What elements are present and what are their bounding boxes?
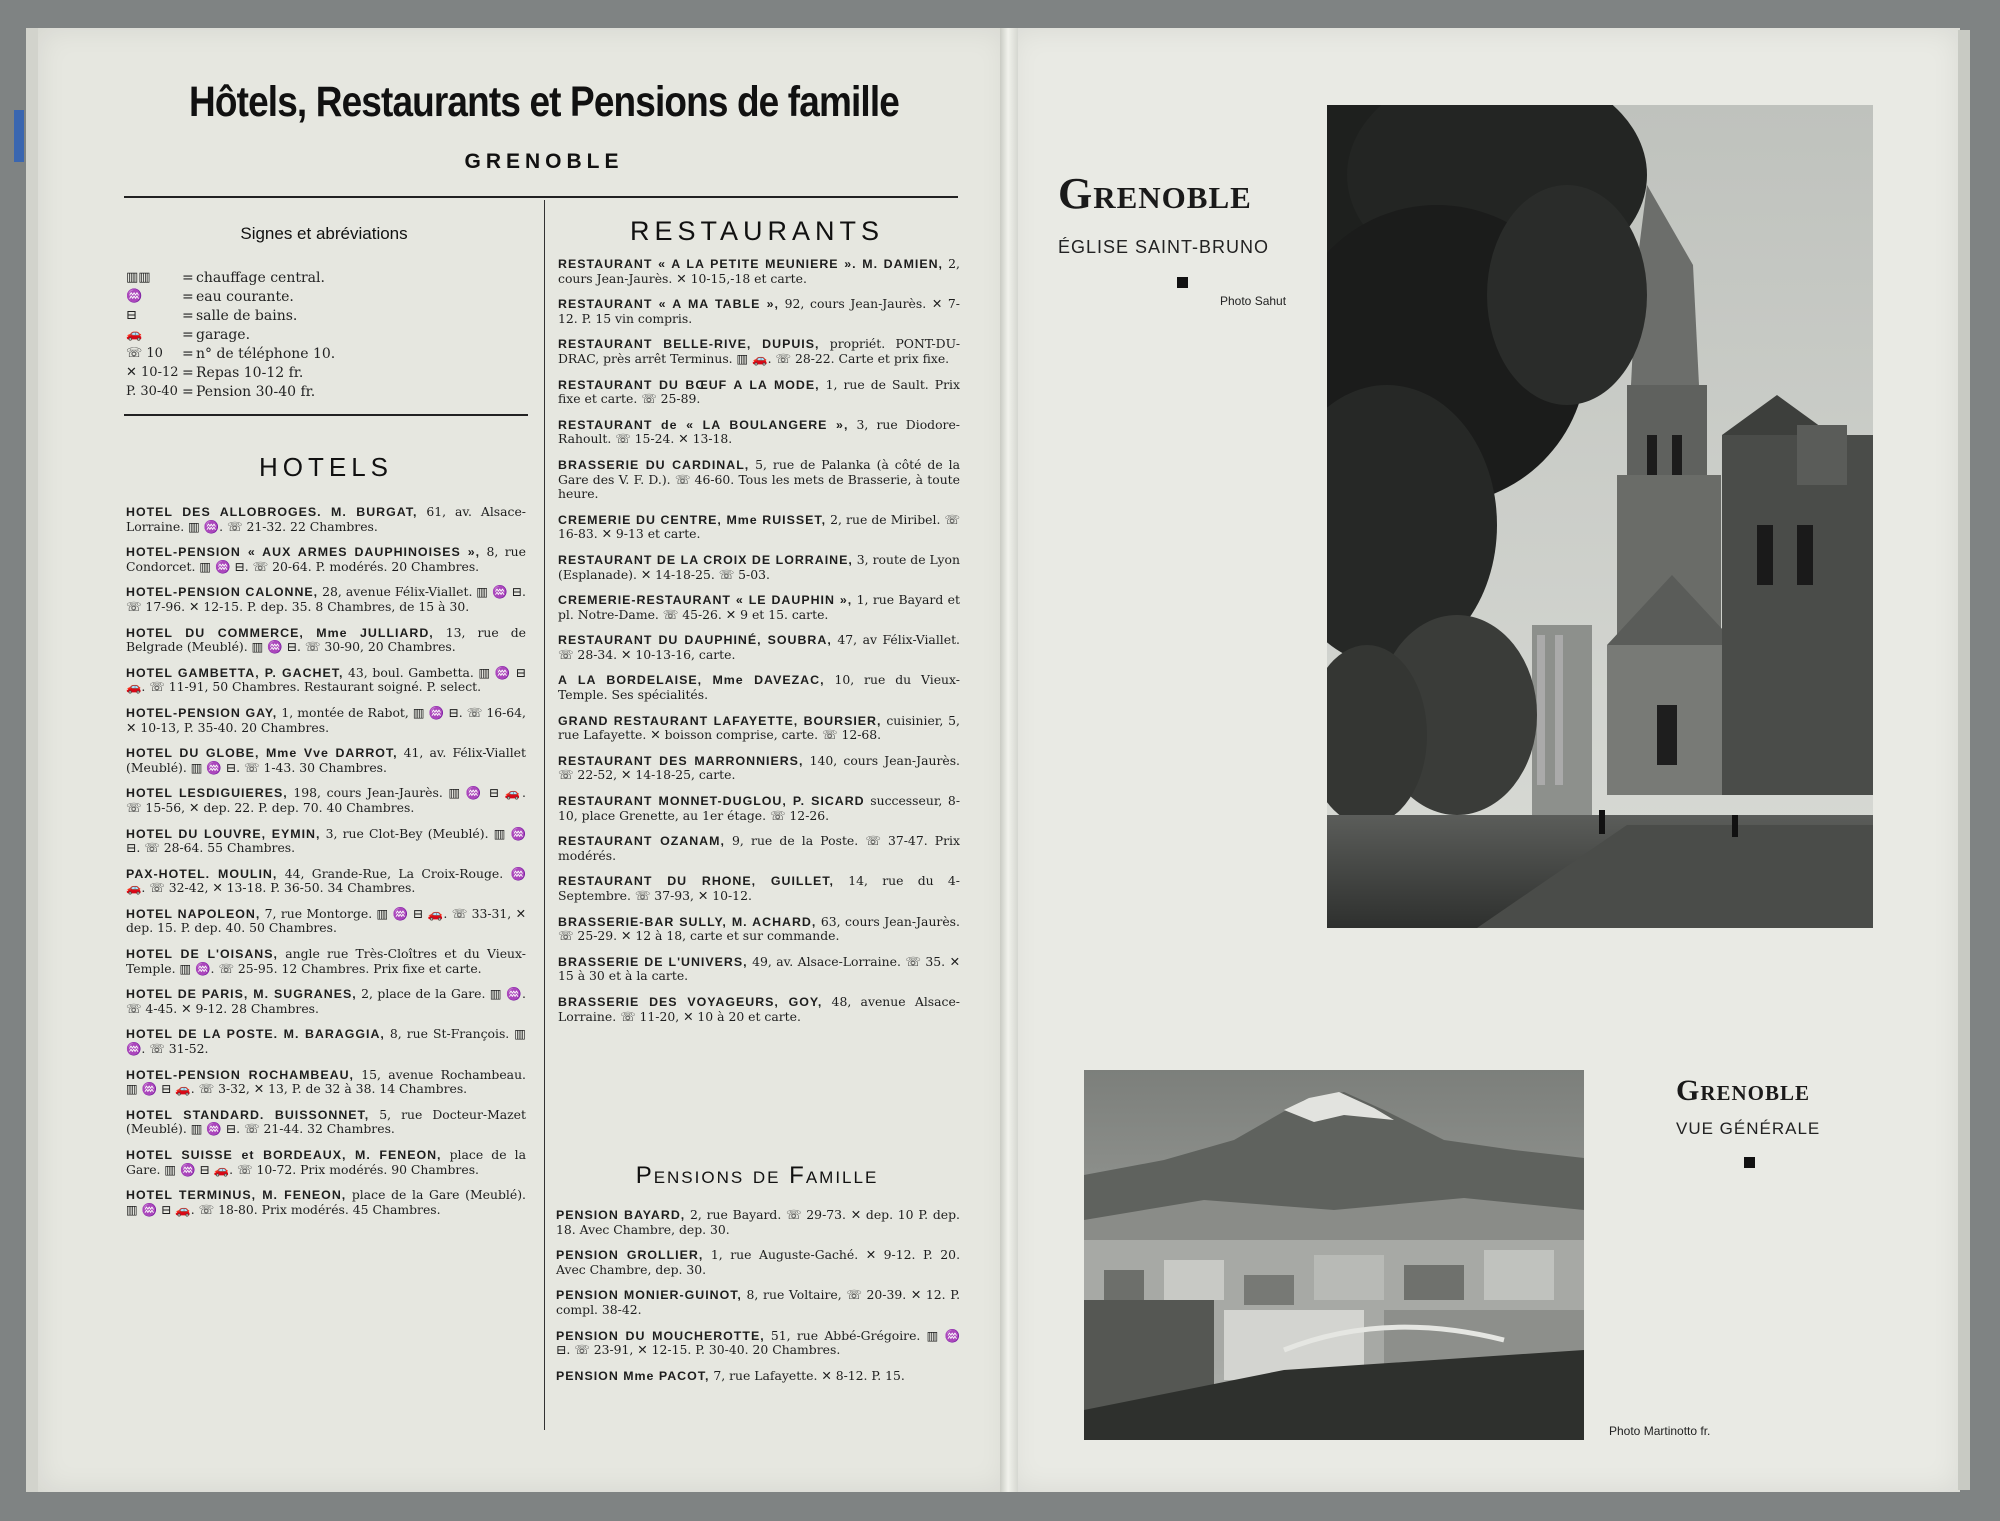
- abbreviation-meaning: eau courante.: [196, 288, 294, 305]
- restaurant-entry-name: RESTAURANT OZANAM,: [558, 834, 725, 849]
- hotel-entry: [126, 786, 526, 815]
- pension-entry-name: PENSION DU MOUCHEROTTE,: [556, 1328, 765, 1343]
- restaurant-entry-details: 9, rue de la Poste. ☏ 37-47. Prix modérés.: [558, 833, 960, 863]
- abbreviation-row: [126, 382, 526, 401]
- abbreviation-symbol: ✕ 10-12: [126, 365, 179, 380]
- restaurant-entry-name: RESTAURANT « A LA PETITE MEUNIERE ». M. DAMIEN,: [558, 257, 943, 271]
- hotel-entry-details: 5, rue Docteur-Mazet (Meublé). ▥ ♒ ⊟. ☏ 21-44. 32 Chambres.: [126, 1106, 526, 1137]
- pension-entry-name: PENSION Mme PACOT,: [556, 1368, 710, 1383]
- hotel-entry-details: place de la Gare (Meublé). ▥ ♒ ⊟ 🚗. ☏ 18-80. Prix modérés. 45 Chambres.: [126, 1187, 527, 1217]
- restaurant-entry-details: 48, avenue Alsace-Lorraine. ☏ 11-20, ✕ 10 à 20 et carte.: [558, 993, 960, 1024]
- abbreviation-meaning: Pension 30-40 fr.: [196, 383, 316, 400]
- hotel-entry-name: HOTEL STANDARD. BUISSONNET,: [126, 1107, 370, 1122]
- restaurant-entry: [558, 794, 960, 823]
- hotel-entry-name: HOTEL TERMINUS, M. FENEON,: [126, 1188, 347, 1203]
- abbreviations-rule: [124, 414, 528, 416]
- restaurant-entry-name: BRASSERIE DES VOYAGEURS, GOY,: [558, 994, 823, 1009]
- column-divider: [544, 200, 545, 1430]
- restaurant-entry-name: CREMERIE-RESTAURANT « LE DAUPHIN »,: [558, 593, 853, 608]
- pensions-heading: Pensions de Famille: [635, 1162, 879, 1189]
- hotel-entry: [126, 1148, 526, 1177]
- restaurant-entry-name: CREMERIE DU CENTRE, Mme RUISSET,: [558, 512, 827, 527]
- abbreviation-symbol: 🚗: [126, 327, 143, 342]
- hotel-entry-name: HOTEL DE PARIS, M. SUGRANES,: [126, 987, 357, 1002]
- pension-entry: [556, 1248, 960, 1277]
- pension-entry: [556, 1288, 960, 1317]
- restaurant-entry-details: 3, route de Lyon (Esplanade). ✕ 14-18-25. ☏ 5-03.: [558, 551, 960, 582]
- photo1-city-title: Grenoble: [1058, 169, 1252, 218]
- hotel-entry: [126, 987, 526, 1016]
- book-gutter: [1000, 28, 1018, 1492]
- hotel-entry: [126, 666, 526, 695]
- hotel-entry: [126, 1027, 526, 1056]
- hotel-entry-name: HOTEL NAPOLEON,: [126, 906, 261, 921]
- abbreviation-meaning: garage.: [196, 326, 251, 343]
- hotel-entry-name: HOTEL-PENSION ROCHAMBEAU,: [126, 1067, 354, 1082]
- restaurant-entry-name: RESTAURANT « A MA TABLE »,: [558, 297, 779, 312]
- pension-entry-name: PENSION GROLLIER,: [556, 1248, 704, 1263]
- restaurant-entry-details: 92, cours Jean-Jaurès. ✕ 7-12. P. 15 vin compris.: [558, 296, 960, 326]
- pension-entry-name: PENSION BAYARD,: [556, 1208, 686, 1222]
- abbreviation-row: [126, 363, 526, 382]
- title-rule: [124, 196, 958, 198]
- hotel-entry-name: HOTEL GAMBETTA, P. GACHET,: [126, 665, 344, 680]
- restaurant-entry: [558, 418, 960, 447]
- abbreviation-equals: =: [182, 345, 194, 362]
- photo2-caption: VUE GÉNÉRALE: [1676, 1119, 1821, 1138]
- abbreviation-equals: =: [182, 307, 194, 324]
- photo1-square-marker: [1177, 277, 1188, 288]
- restaurant-entry: [558, 915, 960, 944]
- abbreviations-list: [126, 268, 526, 401]
- page-title: Hôtels, Restaurants et Pensions de famille: [189, 78, 899, 126]
- abbreviation-symbol: ⊟: [126, 308, 137, 323]
- hotel-entry: [126, 545, 526, 574]
- hotel-entry-details: 8, rue St-François. ▥ ♒. ☏ 31-52.: [126, 1026, 526, 1057]
- photo2-credit: Photo Martinotto fr.: [1609, 1424, 1711, 1438]
- hotel-entry: [126, 626, 526, 655]
- restaurant-entry: [558, 874, 960, 903]
- restaurant-entry: [558, 714, 960, 743]
- hotel-entry-details: 28, avenue Félix-Viallet. ▥ ♒ ⊟. ☏ 17-96. ✕ 12-15. P. dep. 35. 8 Chambres, de 15 à 30.: [126, 584, 526, 614]
- restaurant-entry: [558, 673, 960, 702]
- restaurant-entry: [558, 593, 960, 622]
- hotel-entry-details: 8, rue Condorcet. ▥ ♒ ⊟. ☏ 20-64. P. modérés. 20 Chambres.: [126, 544, 526, 574]
- hotels-list: [126, 505, 526, 1228]
- pension-entry-details: 7, rue Lafayette. ✕ 8-12. P. 15.: [709, 1367, 905, 1383]
- abbreviation-row: [126, 344, 526, 363]
- pension-entry-details: 51, rue Abbé-Grégoire. ▥ ♒ ⊟. ☏ 23-91, ✕ 12-15. P. 30-40. 20 Chambres.: [556, 1327, 960, 1358]
- restaurant-entry-details: 2, rue de Miribel. ☏ 16-83. ✕ 9-13 et carte.: [558, 511, 960, 542]
- restaurant-entry: [558, 337, 960, 366]
- hotel-entry-details: 2, place de la Gare. ▥ ♒. ☏ 4-45. ✕ 9-12. 28 Chambres.: [126, 986, 526, 1016]
- hotel-entry-name: PAX-HOTEL. MOULIN,: [126, 866, 278, 881]
- abbreviation-meaning: chauffage central.: [196, 269, 325, 286]
- hotel-entry: [126, 907, 526, 936]
- hotel-entry-details: 3, rue Clot-Bey (Meublé). ▥ ♒ ⊟. ☏ 28-64. 55 Chambres.: [126, 825, 527, 856]
- abbreviation-row: [126, 325, 526, 344]
- abbreviation-equals: =: [182, 383, 194, 400]
- restaurant-entry: [558, 633, 960, 662]
- abbreviation-symbol: ▥▥: [126, 270, 151, 285]
- abbreviation-meaning: n° de téléphone 10.: [196, 345, 336, 362]
- restaurant-entry: [558, 513, 960, 542]
- abbreviation-symbol: P. 30-40: [126, 384, 178, 399]
- photo2-square-marker: [1744, 1157, 1755, 1168]
- restaurant-entry: [558, 458, 960, 502]
- pension-entry: [556, 1329, 960, 1358]
- hotel-entry: [126, 1108, 526, 1137]
- panorama-photo-image: [1084, 1070, 1584, 1440]
- restaurant-entry: [558, 553, 960, 582]
- hotel-entry-details: 198, cours Jean-Jaurès. ▥ ♒ ⊟ 🚗. ☏ 15-56, ✕ dep. 22. P. dep. 70. 40 Chambres.: [126, 785, 526, 815]
- pensions-list: [556, 1208, 960, 1394]
- hotel-entry-name: HOTEL-PENSION « AUX ARMES DAUPHINOISES »,: [126, 545, 481, 560]
- hotel-entry-name: HOTEL DU GLOBE, Mme Vve DARROT,: [126, 746, 398, 761]
- restaurants-list: [558, 257, 960, 1035]
- abbreviation-equals: =: [182, 269, 194, 286]
- page-subtitle: GRENOBLE: [464, 150, 624, 173]
- abbreviation-equals: =: [182, 326, 194, 343]
- restaurant-entry: [558, 257, 960, 286]
- restaurant-entry: [558, 955, 960, 984]
- hotel-entry-name: HOTEL-PENSION GAY,: [126, 705, 278, 720]
- pension-entry-name: PENSION MONIER-GUINOT,: [556, 1288, 742, 1303]
- hotel-entry-name: HOTEL SUISSE et BORDEAUX, M. FENEON,: [126, 1148, 442, 1162]
- restaurant-entry: [558, 754, 960, 783]
- restaurant-entry-details: cuisinier, 5, rue Lafayette. ✕ boisson comprise, carte. ☏ 12-68.: [558, 712, 960, 743]
- restaurant-entry-name: RESTAURANT de « LA BOULANGERE »,: [558, 417, 849, 432]
- hotel-entry-details: 44, Grande-Rue, La Croix-Rouge. ♒ 🚗. ☏ 32-42, ✕ 13-18. P. 36-50. 34 Chambres.: [126, 865, 526, 896]
- restaurant-entry-details: 2, cours Jean-Jaurès. ✕ 10-15,-18 et carte.: [558, 256, 960, 286]
- hotel-entry-details: 13, rue de Belgrade (Meublé). ▥ ♒ ⊟. ☏ 30-90, 20 Chambres.: [126, 624, 526, 655]
- hotels-heading: HOTELS: [258, 452, 394, 482]
- hotel-entry-name: HOTEL DE LA POSTE. M. BARAGGIA,: [126, 1027, 385, 1042]
- hotel-entry-details: 61, av. Alsace-Lorraine. ▥ ♒. ☏ 21-32. 22 Chambres.: [126, 504, 526, 534]
- restaurant-entry: [558, 297, 960, 326]
- right-page-edge: [1958, 30, 1970, 1490]
- hotel-entry-details: 7, rue Montorge. ▥ ♒ ⊟ 🚗. ☏ 33-31, ✕ dep. 15. P. dep. 40. 50 Chambres.: [126, 905, 526, 936]
- hotel-entry: [126, 1068, 526, 1097]
- abbreviation-row: [126, 306, 526, 325]
- hotel-entry: [126, 746, 526, 775]
- hotel-entry: [126, 505, 526, 534]
- abbreviation-row: [126, 287, 526, 306]
- restaurant-entry-name: RESTAURANT BELLE-RIVE, DUPUIS,: [558, 337, 820, 352]
- restaurant-entry: [558, 834, 960, 863]
- restaurant-entry-details: 5, rue de Palanka (à côté de la Gare des V. F. D.). ☏ 46-60. Tous les mets de Brasserie, à toute heure.: [558, 456, 960, 502]
- hotel-entry: [126, 585, 526, 614]
- abbreviation-symbol: ☏ 10: [126, 346, 163, 361]
- hotel-entry: [126, 947, 526, 976]
- restaurant-entry-details: 63, cours Jean-Jaurès. ☏ 25-29. ✕ 12 à 18, carte et sur commande.: [558, 913, 960, 944]
- abbreviation-meaning: salle de bains.: [196, 307, 298, 324]
- photo2-city-title: Grenoble: [1676, 1074, 1811, 1107]
- pension-entry-details: 8, rue Voltaire, ☏ 20-39. ✕ 12. P. compl. 38-42.: [556, 1287, 961, 1317]
- pension-entry: [556, 1208, 960, 1237]
- photo1-caption: ÉGLISE SAINT-BRUNO: [1058, 237, 1270, 257]
- restaurant-entry-details: 1, rue de Sault. Prix fixe et carte. ☏ 25-89.: [558, 376, 960, 407]
- restaurant-entry-details: propriét. PONT-DU-DRAC, près arrêt Terminus. ▥ 🚗. ☏ 28-22. Carte et prix fixe.: [558, 336, 961, 366]
- abbreviations-heading: Signes et abréviations: [240, 224, 408, 243]
- restaurant-entry-name: BRASSERIE-BAR SULLY, M. ACHARD,: [558, 914, 817, 929]
- restaurant-entry-name: RESTAURANT DES MARRONNIERS,: [558, 753, 804, 768]
- pension-entry-details: 2, rue Bayard. ☏ 29-73. ✕ dep. 10 P. dep. 18. Avec Chambre, dep. 30.: [556, 1207, 960, 1237]
- pension-entry-details: 1, rue Auguste-Gaché. ✕ 9-12. P. 20. Avec Chambre, dep. 30.: [556, 1247, 961, 1277]
- restaurant-entry-name: A LA BORDELAISE, Mme DAVEZAC,: [558, 673, 825, 688]
- panorama-photo: [1084, 1070, 1584, 1440]
- hotel-entry-details: 15, avenue Rochambeau. ▥ ♒ ⊟ 🚗. ☏ 3-32, ✕ 13, P. de 32 à 38. 14 Chambres.: [126, 1066, 526, 1097]
- hotel-entry-details: place de la Gare. ▥ ♒ ⊟ 🚗. ☏ 10-72. Prix modérés. 90 Chambres.: [126, 1147, 526, 1177]
- hotel-entry-name: HOTEL DU COMMERCE, Mme JULLIARD,: [126, 625, 434, 640]
- restaurant-entry-name: RESTAURANT DU RHONE, GUILLET,: [558, 874, 834, 889]
- restaurant-entry-name: RESTAURANT DE LA CROIX DE LORRAINE,: [558, 552, 853, 567]
- abbreviation-equals: =: [182, 364, 194, 381]
- restaurant-entry-details: 10, rue du Vieux-Temple. Ses spécialités.: [558, 672, 960, 703]
- restaurant-entry-name: RESTAURANT DU DAUPHINÉ, SOUBRA,: [558, 633, 832, 648]
- restaurant-entry: [558, 378, 960, 407]
- abbreviation-row: [126, 268, 526, 287]
- restaurant-entry-name: GRAND RESTAURANT LAFAYETTE, BOURSIER,: [558, 713, 882, 728]
- abbreviation-meaning: Repas 10-12 fr.: [196, 364, 304, 381]
- restaurant-entry-details: 1, rue Bayard et pl. Notre-Dame. ☏ 45-26. ✕ 9 et 15. carte.: [558, 592, 960, 622]
- restaurant-entry-details: 140, cours Jean-Jaurès. ☏ 22-52, ✕ 14-18-25, carte.: [558, 752, 960, 783]
- restaurant-entry: [558, 995, 960, 1024]
- restaurant-entry-name: RESTAURANT DU BŒUF A LA MODE,: [558, 377, 820, 392]
- hotel-entry-name: HOTEL DU LOUVRE, EYMIN,: [126, 826, 321, 841]
- abbreviation-symbol: ♒: [126, 289, 143, 304]
- hotel-entry: [126, 827, 526, 856]
- hotel-entry-details: 1, montée de Rabot, ▥ ♒ ⊟. ☏ 16-64, ✕ 10-13, P. 35-40. 20 Chambres.: [126, 704, 527, 735]
- hotel-entry-name: HOTEL-PENSION CALONNE,: [126, 585, 319, 600]
- restaurant-entry-details: 3, rue Diodore-Rahoult. ☏ 15-24. ✕ 13-18.: [558, 416, 960, 447]
- hotel-entry-name: HOTEL DES ALLOBROGES. M. BURGAT,: [126, 505, 418, 519]
- restaurant-entry-name: BRASSERIE DU CARDINAL,: [558, 457, 750, 472]
- hotel-entry: [126, 706, 526, 735]
- hotel-entry-name: HOTEL LESDIGUIERES,: [126, 786, 288, 801]
- hotel-entry-details: 41, av. Félix-Viallet (Meublé). ▥ ♒ ⊟. ☏ 1-43. 30 Chambres.: [126, 745, 526, 775]
- restaurant-entry-details: 14, rue du 4-Septembre. ☏ 37-93, ✕ 10-12.: [558, 873, 960, 903]
- hotel-entry: [126, 867, 526, 896]
- church-photo: [1327, 105, 1873, 928]
- pension-entry: [556, 1369, 960, 1384]
- restaurant-entry-details: 49, av. Alsace-Lorraine. ☏ 35. ✕ 15 à 30 et à la carte.: [558, 953, 960, 984]
- restaurant-entry-name: RESTAURANT MONNET-DUGLOU, P. SICARD: [558, 794, 865, 809]
- hotel-entry-details: angle rue Très-Cloîtres et du Vieux-Temple. ▥ ♒. ☏ 25-95. 12 Chambres. Prix fixe et carte.: [126, 946, 526, 976]
- photo1-credit: Photo Sahut: [1220, 294, 1287, 308]
- restaurant-entry-details: 47, av Félix-Viallet. ☏ 28-34. ✕ 10-13-16, carte.: [558, 632, 960, 662]
- library-marker: [14, 110, 24, 162]
- hotel-entry-details: 43, boul. Gambetta. ▥ ♒ ⊟ 🚗. ☏ 11-91, 50 Chambres. Restaurant soigné. P. select.: [126, 664, 526, 695]
- hotel-entry: [126, 1188, 526, 1217]
- hotel-entry-name: HOTEL DE L'OISANS,: [126, 947, 278, 962]
- abbreviation-equals: =: [182, 288, 194, 305]
- restaurant-entry-name: BRASSERIE DE L'UNIVERS,: [558, 954, 748, 969]
- church-photo-image: [1327, 105, 1873, 928]
- restaurants-heading: RESTAURANTS: [629, 216, 885, 246]
- restaurant-entry-details: successeur, 8-10, place Grenette, au 1er étage. ☏ 12-26.: [558, 793, 960, 823]
